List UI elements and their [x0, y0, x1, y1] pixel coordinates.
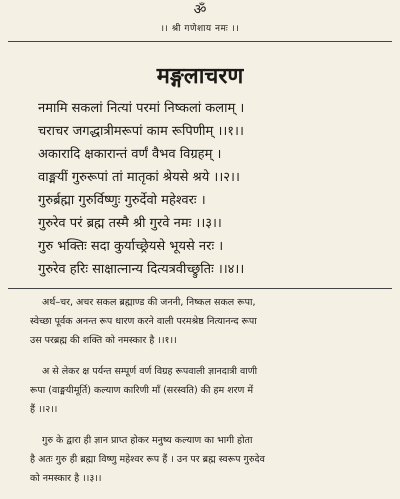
- verse-line: गुरुरेव परं ब्रह्म तस्मै श्री गुरवे नमः ।।३।।: [38, 216, 222, 231]
- om-symbol: ॐ: [193, 2, 207, 18]
- commentary-line: गुरु के द्वारा ही ज्ञान प्राप्त होकर मनुष्य कल्याण का भागी होता: [42, 435, 253, 446]
- commentary-line: अर्थ–चर, अचर सकल ब्रह्माण्ड की जननी, निष्कल सकल रूपा,: [42, 297, 256, 308]
- verse-line: अकारादि क्षकारान्तं वर्णं वैभव विग्रहम् ।: [38, 147, 222, 162]
- commentary-line: रूपा (वाङ्मयीमूर्ति) कल्याण कारिणी माँ (सरस्वति) की हम शरण में: [30, 385, 254, 396]
- commentary-line: हैं ।।२।।: [30, 404, 58, 415]
- verse-line: नमामि सकलां नित्यां परमां निष्कलां कलाम् ।: [38, 101, 245, 116]
- top-divider: [8, 41, 392, 42]
- commentary-line: उस परब्रह्म की शक्ति को नमस्कार है ।।१।।: [30, 335, 177, 346]
- verse-line: गुरुर्ब्रह्मा गुरुर्विष्णुः गुरुर्देवो महेश्वरः ।: [38, 193, 206, 208]
- commentary-line: को नमस्कार है ।।३।।: [30, 473, 102, 484]
- commentary-line: स्वेच्छा पूर्वक अनन्त रूप धारण करने वाली परमश्रेष्ठ नित्यानन्द रूपा: [30, 316, 257, 327]
- invocation-line: ।। श्री गणेशाय नमः ।।: [160, 24, 240, 34]
- verse-line: गुरुरेव हरिः साक्षात्नान्य दित्यत्रवीच्छ्रुतिः ।।४।।: [38, 262, 245, 277]
- verse-line: वाङ्मयीं गुरुरूपां तां मातृकां श्रेयसे श्रये ।।२।।: [38, 170, 240, 185]
- page-title: मङ्गलाचरण: [156, 64, 244, 89]
- verse-line: गुरु भक्तिः सदा कुर्याच्छ्रेयसे भूयसे नरः ।: [38, 239, 224, 254]
- section-divider: [8, 288, 392, 289]
- commentary-line: अ से लेकर क्ष पर्यन्त सम्पूर्ण वर्ण विग्रह रूपवाली ज्ञानदात्री वाणी: [42, 366, 258, 377]
- commentary-line: है अतः गुरु ही ब्रह्मा विष्णु महेश्वर रूप हैं । उन पर ब्रह्म स्वरूप गुरुदेव: [30, 454, 265, 465]
- verse-line: चराचर जगद्धात्रीमरूपां काम रूपिणीम् ।।१।।: [38, 124, 244, 139]
